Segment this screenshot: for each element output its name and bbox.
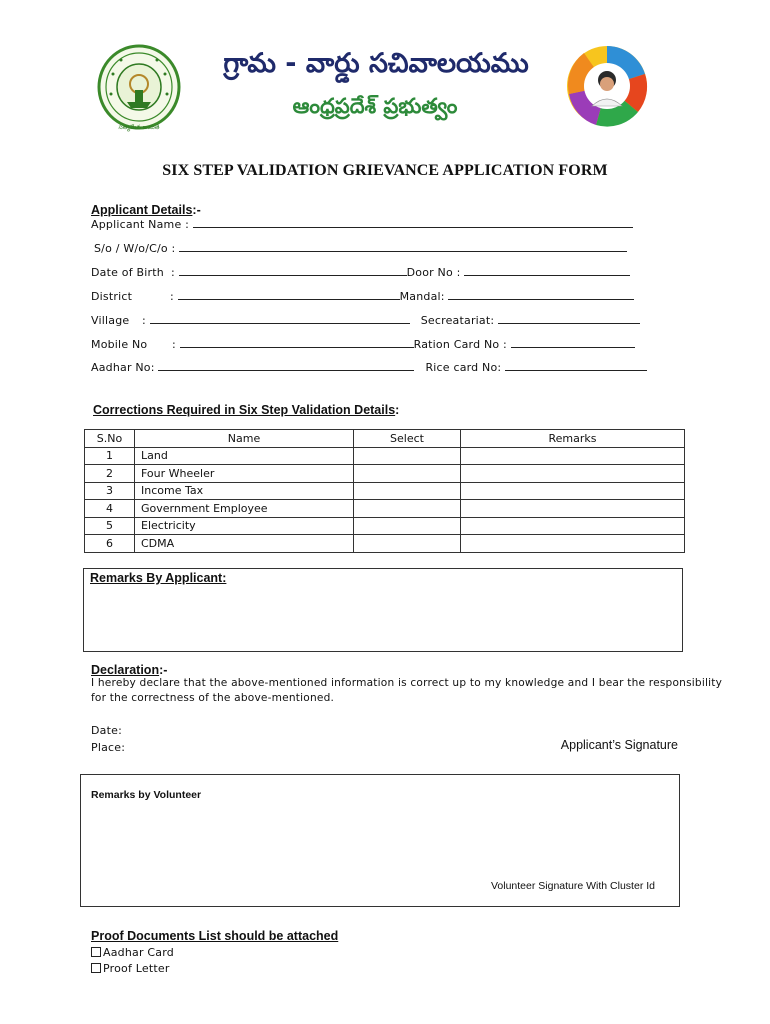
row-mobile: [91, 336, 635, 351]
declaration-heading-text: Declaration: [91, 663, 160, 677]
row-name: Income Tax: [135, 482, 354, 500]
declaration-heading-suffix: :-: [159, 663, 168, 677]
table-row: [85, 500, 685, 518]
declaration-text-2: for the correctness of the above-mentioned.: [91, 692, 335, 704]
label-district: District: [91, 290, 133, 303]
label-dob: Date of Birth: [91, 266, 164, 279]
checkbox-icon[interactable]: [91, 963, 101, 973]
col-sno: S.No: [85, 430, 135, 448]
label-ration: Ration Card No :: [413, 338, 507, 351]
row-select-cell[interactable]: [354, 535, 461, 553]
row-remarks-cell[interactable]: [461, 517, 685, 535]
table-row: [85, 465, 685, 483]
form-title: SIX STEP VALIDATION GRIEVANCE APPLICATION FORM: [162, 162, 608, 179]
colon: :: [170, 290, 174, 303]
header-title-telugu: గ్రామ - వార్డు సచివాలయము: [223, 48, 529, 79]
rice-card-field[interactable]: [505, 359, 647, 371]
colon: :: [172, 338, 176, 351]
label-village: Village: [91, 314, 130, 327]
row-remarks-cell[interactable]: [461, 447, 685, 465]
row-dob: [91, 264, 630, 279]
applicant-heading-text: Applicant Details: [91, 203, 193, 217]
applicant-heading-suffix: :-: [192, 203, 201, 217]
date-label: Date:: [91, 724, 122, 737]
volunteer-signature-label: Volunteer Signature With Cluster Id: [490, 880, 655, 892]
proof-item-aadhar[interactable]: [91, 946, 174, 959]
row-sno: 4: [85, 500, 135, 518]
seal-motto: సత్యమేవ జయతే: [118, 124, 160, 131]
row-remarks-cell[interactable]: [461, 535, 685, 553]
row-sno: 3: [85, 482, 135, 500]
place-label: Place:: [91, 741, 126, 754]
label-mandal: Mandal:: [399, 290, 445, 303]
label-rice: Rice card No:: [425, 361, 502, 374]
table-header-row: [85, 430, 685, 448]
row-sno: 2: [85, 465, 135, 483]
proof-documents-heading: Proof Documents List should be attached: [91, 929, 339, 943]
mobile-field[interactable]: [180, 336, 414, 348]
corrections-heading-suffix: :: [395, 403, 400, 417]
remarks-by-volunteer-heading: Remarks by Volunteer: [91, 789, 202, 801]
row-district: [91, 288, 634, 303]
label-mobile: Mobile No: [91, 338, 148, 351]
label-aadhar: Aadhar No:: [91, 361, 155, 374]
declaration-text-1: I hereby declare that the above-mentioned information is correct up to my knowledge and I bear the responsibility: [91, 677, 723, 689]
checkbox-icon[interactable]: [91, 947, 101, 957]
label-applicant-name: Applicant Name :: [91, 218, 190, 231]
row-select-cell[interactable]: [354, 482, 461, 500]
col-select: Select: [354, 430, 461, 448]
aadhar-field[interactable]: [158, 359, 414, 371]
table-row: [85, 482, 685, 500]
row-relation: [94, 240, 627, 255]
row-name: Four Wheeler: [135, 465, 354, 483]
proof-item-proof-letter[interactable]: [91, 962, 170, 975]
door-no-field[interactable]: [464, 264, 630, 276]
applicant-name-field[interactable]: [193, 216, 633, 228]
corrections-heading: [93, 399, 399, 418]
label-relation: S/o / W/o/C/o :: [94, 242, 176, 255]
navaratnalu-logo: [566, 44, 648, 128]
colon: :: [142, 314, 146, 327]
label-door: Door No :: [406, 266, 461, 279]
col-name: Name: [135, 430, 354, 448]
district-field[interactable]: [178, 288, 400, 300]
remarks-by-applicant-heading: Remarks By Applicant:: [90, 571, 227, 585]
ration-card-field[interactable]: [511, 336, 635, 348]
village-field[interactable]: [150, 312, 410, 324]
relation-field[interactable]: [179, 240, 627, 252]
ap-government-seal: [97, 44, 181, 130]
row-remarks-cell[interactable]: [461, 465, 685, 483]
row-sno: 6: [85, 535, 135, 553]
corrections-heading-text: Corrections Required in Six Step Validation Details: [93, 403, 396, 417]
col-remarks: Remarks: [461, 430, 685, 448]
row-name: Electricity: [135, 517, 354, 535]
applicant-signature-label: Applicant’s Signature: [560, 738, 678, 752]
row-applicant-name: [91, 216, 633, 231]
row-village: [91, 312, 640, 327]
row-sno: 5: [85, 517, 135, 535]
label-secretariat: Secreatariat:: [420, 314, 495, 327]
row-name: CDMA: [135, 535, 354, 553]
proof-item-label: Proof Letter: [103, 962, 170, 975]
row-sno: 1: [85, 447, 135, 465]
header-subtitle-telugu: ఆంధ్రప్రదేశ్ ప్రభుత్వం: [292, 94, 458, 118]
row-select-cell[interactable]: [354, 447, 461, 465]
row-name: Government Employee: [135, 500, 354, 518]
table-row: [85, 447, 685, 465]
remarks-by-volunteer-box[interactable]: [80, 774, 680, 907]
mandal-field[interactable]: [448, 288, 634, 300]
table-row: [85, 517, 685, 535]
declaration-heading: [91, 659, 167, 678]
row-select-cell[interactable]: [354, 465, 461, 483]
proof-item-label: Aadhar Card: [103, 946, 174, 959]
corrections-table: [84, 429, 685, 553]
dob-field[interactable]: [179, 264, 407, 276]
row-select-cell[interactable]: [354, 500, 461, 518]
table-row: [85, 535, 685, 553]
row-remarks-cell[interactable]: [461, 500, 685, 518]
row-name: Land: [135, 447, 354, 465]
row-remarks-cell[interactable]: [461, 482, 685, 500]
remarks-by-applicant-box[interactable]: [83, 568, 683, 652]
colon: :: [171, 266, 175, 279]
secretariat-field[interactable]: [498, 312, 640, 324]
row-select-cell[interactable]: [354, 517, 461, 535]
row-aadhar: [91, 359, 647, 374]
